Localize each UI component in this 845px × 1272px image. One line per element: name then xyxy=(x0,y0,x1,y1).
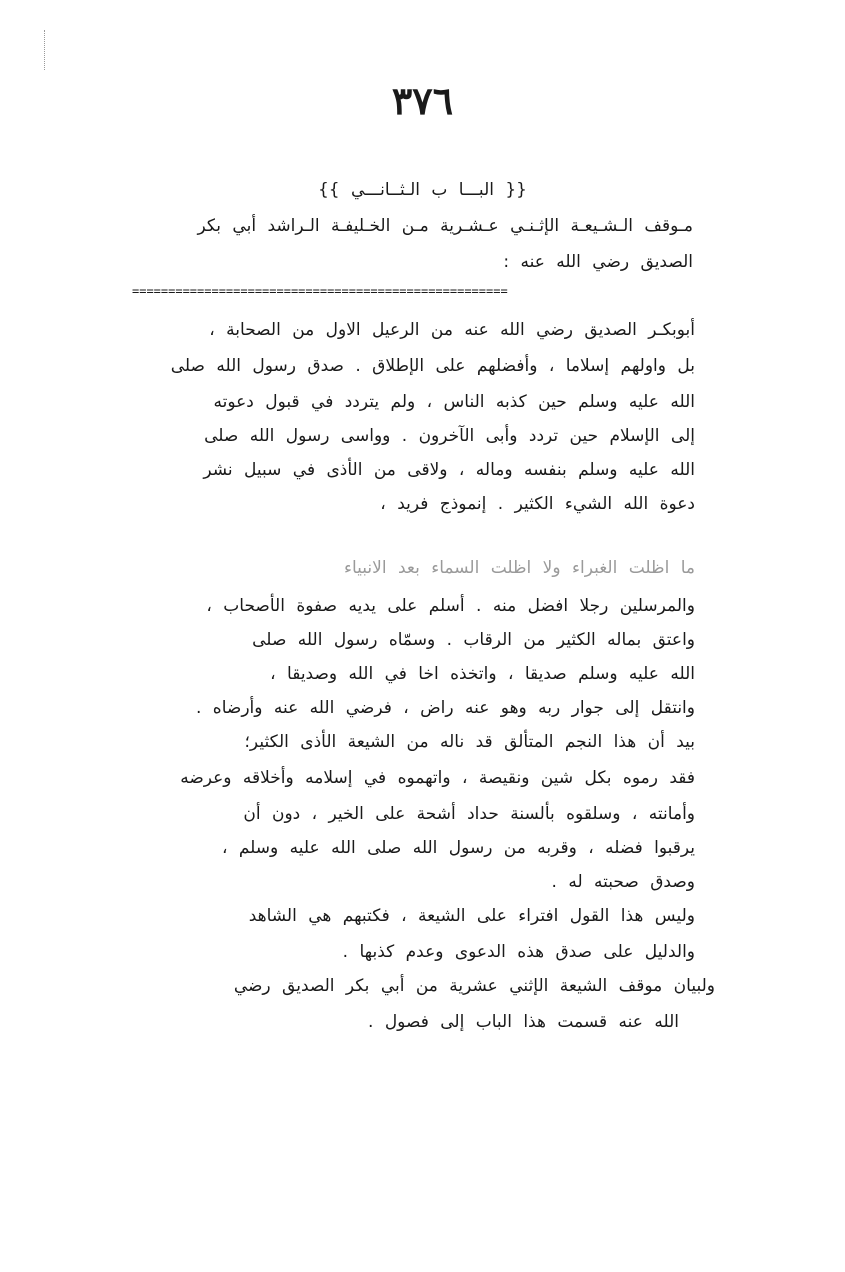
margin-mark xyxy=(44,30,47,70)
paragraph-2-line-4: وانتقل إلى جوار ربه وهو عنه راض ، فرضي الله عنه وأرضاه . xyxy=(196,698,695,718)
paragraph-2-line-8: يرقبوا فضله ، وقربه من رسول الله صلى الله عليه وسلم ، xyxy=(221,838,695,858)
separator-rule: ==================================================== xyxy=(132,286,508,296)
paragraph-2-line-7: وأمانته ، وسلقوه بألسنة حداد أشحة على الخير ، دون أن xyxy=(243,804,695,824)
paragraph-2-faded-line: ما اظلت الغبراء ولا اظلت السماء بعد الانبياء xyxy=(343,558,695,578)
paragraph-3-line-1: وليس هذا القول افتراء على الشيعة ، فكتبهم هي الشاهد xyxy=(248,906,695,926)
paragraph-2-line-6: فقد رموه بكل شين ونقيصة ، واتهموه في إسلامه وأخلاقه وعرضه xyxy=(180,768,695,788)
chapter-heading: {{ البـــا ب الـثــانـــي }} xyxy=(317,180,528,200)
paragraph-1-line-5: الله عليه وسلم بنفسه وماله ، ولاقى من الأذى في سبيل نشر xyxy=(203,460,695,480)
paragraph-1-line-4: إلى الإسلام حين تردد وأبى الآخرون . وواسى رسول الله صلى xyxy=(204,426,695,446)
chapter-title-line-2: الصديق رضي الله عنه : xyxy=(503,252,693,272)
paragraph-1-line-1: أبوبكـر الصديق رضي الله عنه من الرعيل الاول من الصحابة ، xyxy=(209,320,695,340)
paragraph-2-line-3: الله عليه وسلم صديقا ، واتخذه اخا في الله وصديقا ، xyxy=(270,664,695,684)
paragraph-3-line-2: والدليل على صدق هذه الدعوى وعدم كذبها . xyxy=(342,942,695,962)
paragraph-1-line-3: الله عليه وسلم حين كذبه الناس ، ولم يتردد في قبول دعوته xyxy=(213,392,695,412)
paragraph-2-line-5: بيد أن هذا النجم المتألق قد ناله من الشيعة الأذى الكثير؛ xyxy=(244,732,695,752)
paragraph-1-line-2: بل واولهم إسلاما ، وأفضلهم على الإطلاق . صدق رسول الله صلى xyxy=(170,356,695,376)
paragraph-4-line-1: ولبيان موقف الشيعة الإثني عشرية من أبي بكر الصديق رضي xyxy=(233,976,715,996)
paragraph-2-line-9: وصدق صحبته له . xyxy=(551,872,695,892)
paragraph-4-line-2: الله عنه قسمت هذا الباب إلى فصول . xyxy=(368,1012,679,1032)
page-number: ٣٧٦ xyxy=(391,78,454,123)
paragraph-2-line-1: والمرسلين رجلا افضل منه . أسلم على يديه صفوة الأصحاب ، xyxy=(206,596,695,616)
paragraph-1-line-6: دعوة الله الشيء الكثير . إنموذج فريد ، xyxy=(380,494,695,514)
paragraph-2-line-2: واعتق بماله الكثير من الرقاب . وسمّاه رسول الله صلى xyxy=(252,630,695,650)
chapter-title-line-1: مـوقف الـشـيعـة الإثـنـي عـشـرية مـن الخـليفـة الـراشد أبي بكر xyxy=(197,216,693,236)
